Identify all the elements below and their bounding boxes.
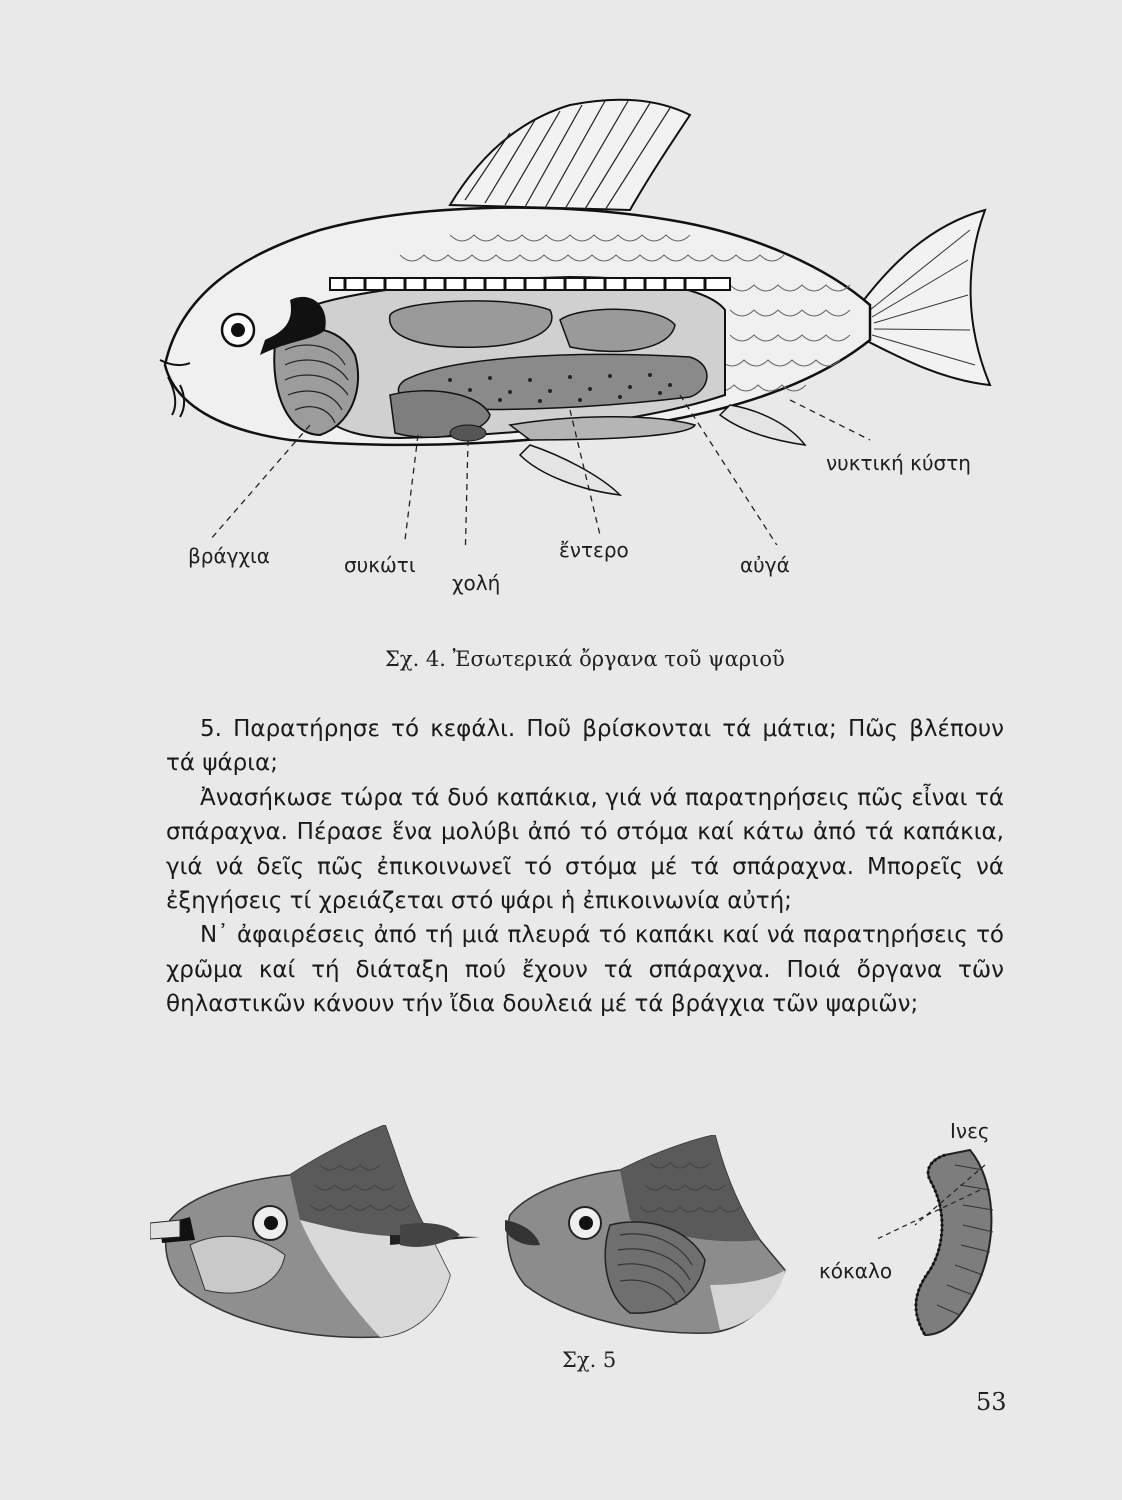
figure-5-caption: Σχ. 5 — [562, 1348, 617, 1372]
paragraph-3: Ν᾽ ἀφαιρέσεις ἀπό τή μιά πλευρά τό καπάκι καί νά παρατηρήσεις τό χρῶμα καί τή διάταξη πού ἔχουν τά σπάραχνα. Ποιά ὄργανα τῶν θηλαστικῶν κάνουν τήν ἴδια δουλειά μέ τά βράγχια τῶν ψαριῶν; — [166, 922, 1004, 1018]
figure-4-caption: Σχ. 4. Ἐσωτερικά ὄργανα τοῦ ψαριοῦ — [385, 647, 785, 671]
label-intestine: ἔντερο — [559, 538, 629, 562]
paragraph-2: Ἀνασήκωσε τώρα τά δυό καπάκια, γιά νά παρατηρήσεις πῶς εἶναι τά σπάραχνα. Πέρασε ἕνα μολύβι ἀπό τό στόμα καί κάτω ἀπό τά καπάκια, γιά νά δεῖς πῶς ἐπικοινωνεῖ τό στόμα μέ τά σπάραχνα. Μπορεῖς νά ἐξηγήσεις τί χρειάζεται στό ψάρι ἡ ἐπικοινωνία αὐτή; — [166, 784, 1004, 915]
label-bone: κόκαλο — [819, 1259, 893, 1283]
label-gills: βράγχια — [188, 544, 270, 568]
spine — [330, 278, 730, 290]
label-bile: χολή — [452, 571, 501, 595]
page-number: 53 — [976, 1388, 1007, 1416]
tail-fin — [860, 210, 990, 385]
label-swim-bladder: νυκτική κύστη — [826, 451, 971, 475]
anal-fin — [720, 405, 805, 445]
gill-arch-illustration — [875, 1140, 1005, 1340]
fish-head-gill-cover-illustration — [500, 1135, 795, 1335]
pelvic-fin — [520, 445, 620, 495]
label-liver: συκώτι — [344, 553, 416, 577]
fish-anatomy-illustration — [150, 95, 1000, 545]
paragraph-1: 5. Παρατήρησε τό κεφάλι. Ποῦ βρίσκονται τά μάτια; Πῶς βλέπουν τά ψάρια; — [166, 716, 1004, 777]
dorsal-fin — [450, 100, 690, 210]
label-roe: αὐγά — [740, 553, 790, 577]
body-text — [166, 712, 1004, 1022]
fish-head-open-mouth-illustration — [150, 1125, 495, 1340]
bile-organ — [450, 425, 486, 441]
label-fibers: Ινες — [950, 1119, 990, 1143]
